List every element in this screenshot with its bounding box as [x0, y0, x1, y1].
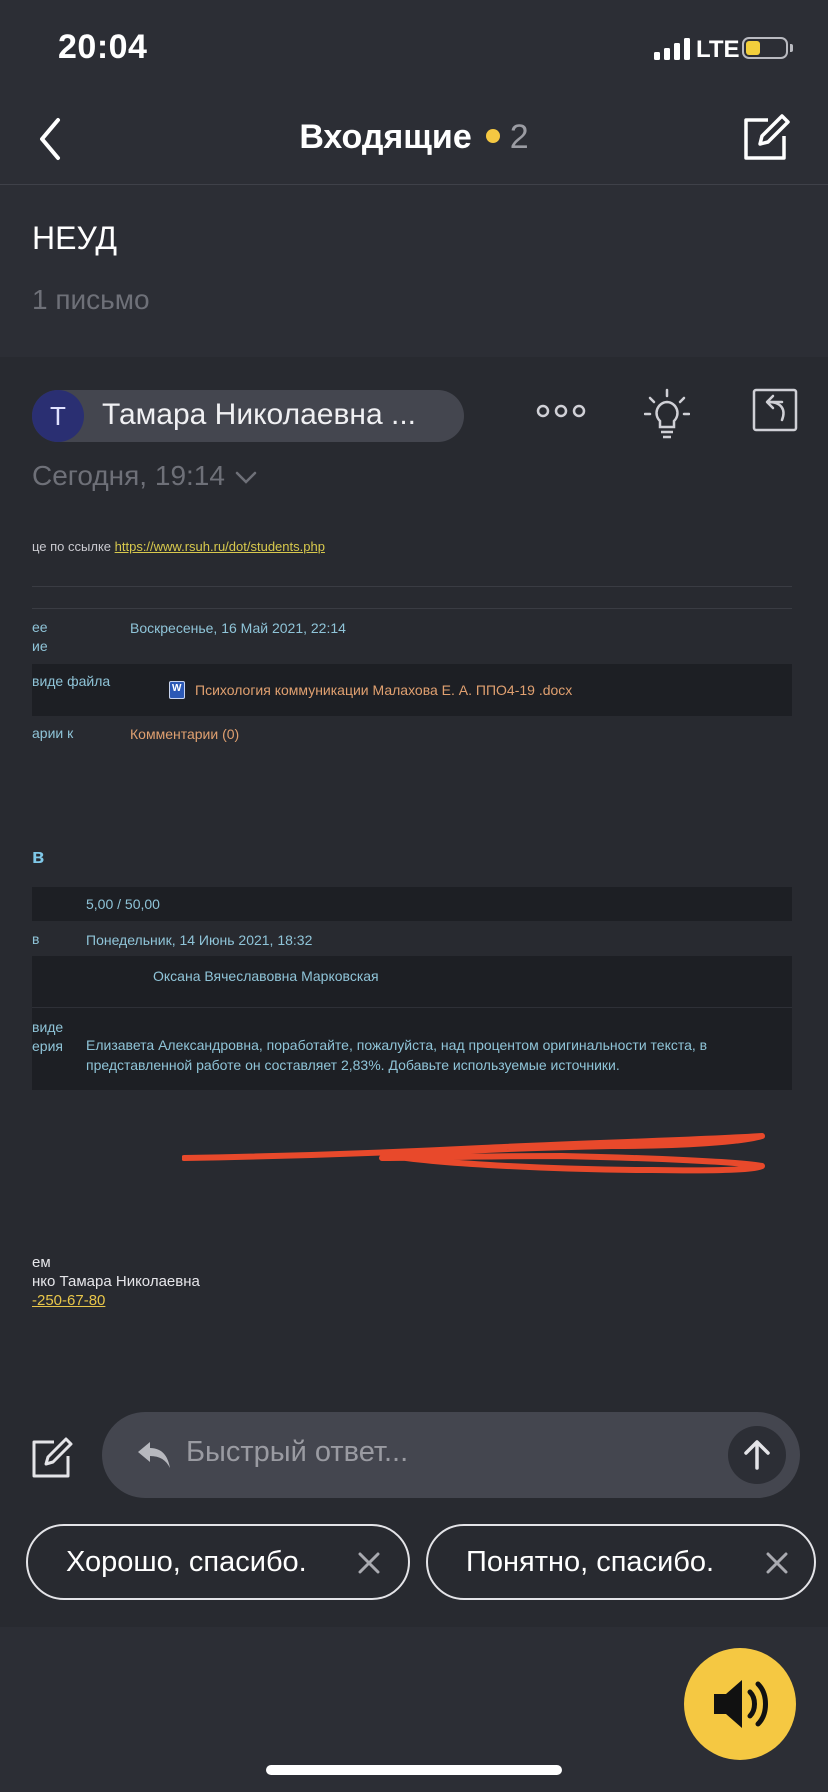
more-button[interactable]: [536, 396, 586, 426]
send-icon: [728, 1426, 786, 1484]
expand-reply-button[interactable]: [30, 1436, 74, 1480]
submitted-date: Воскресенье, 16 Май 2021, 22:14: [130, 620, 346, 636]
avatar: Т: [32, 390, 84, 442]
compose-icon: [30, 1436, 74, 1480]
nav-title: [0, 118, 828, 157]
reply-icon: [752, 386, 798, 434]
suggestion-text: Хорошо, спасибо.: [66, 1546, 307, 1578]
section-heading: в: [32, 846, 45, 868]
suggestion-chip[interactable]: [426, 1524, 816, 1600]
file-icon-letter: W: [172, 683, 182, 694]
suggestion-chip[interactable]: [26, 1524, 410, 1600]
unread-dot: [486, 129, 500, 143]
row-label-line: ие: [32, 638, 48, 654]
speaker-icon: [684, 1648, 796, 1760]
quick-reply-input[interactable]: [102, 1412, 800, 1498]
thread-subject: НЕУД: [32, 220, 118, 256]
read-aloud-button[interactable]: [684, 1648, 796, 1760]
send-button[interactable]: [728, 1426, 786, 1484]
unread-count: 2: [509, 118, 529, 156]
status-time: 20:04: [58, 28, 148, 66]
signature-phone-link[interactable]: -250-67-80: [32, 1292, 106, 1309]
close-icon[interactable]: [358, 1552, 380, 1574]
reply-button[interactable]: [752, 386, 798, 434]
row-label-line: виде: [32, 1019, 64, 1035]
battery-icon: [742, 37, 788, 59]
grader-name: Оксана Вячеславовна Марковская: [153, 968, 379, 984]
red-scribble-annotation: [182, 1108, 772, 1198]
comments-link[interactable]: Комментарии (0): [130, 726, 240, 742]
message-date[interactable]: [32, 460, 257, 492]
lightbulb-button[interactable]: [644, 388, 690, 442]
row-label: в: [32, 931, 40, 947]
mailbox-title: Входящие: [299, 118, 472, 156]
quick-reply-placeholder: Быстрый ответ...: [186, 1436, 409, 1468]
divider: [32, 1007, 792, 1008]
row-label: арии к: [32, 725, 74, 741]
compose-button[interactable]: [738, 112, 792, 166]
signature-name: нко Тамара Николаевна: [32, 1273, 200, 1290]
more-icon: [536, 396, 586, 426]
thread-header: [0, 185, 828, 357]
email-body: [32, 536, 792, 1316]
reply-arrow-icon: [136, 1436, 172, 1472]
row-label: [32, 618, 48, 656]
row-label: виде файла: [32, 673, 111, 689]
close-icon[interactable]: [766, 1552, 788, 1574]
compose-icon: [738, 112, 792, 166]
feedback-text: Елизавета Александровна, поработайте, пожалуйста, над процентом оригинальности текста, в представленной работе он составляет 2,83%. Добавьте используемые источники.: [86, 1037, 708, 1073]
link-prefix: це по ссылке: [32, 539, 115, 554]
sender-name: Тамара Николаевна ...: [102, 398, 416, 431]
word-file-icon: [169, 681, 185, 699]
suggestion-text: Понятно, спасибо.: [466, 1546, 715, 1578]
grade-value: 5,00 / 50,00: [86, 896, 160, 912]
message-date-text: Сегодня, 19:14: [32, 460, 225, 491]
network-type: LTE: [696, 36, 740, 63]
signal-icon: [654, 38, 690, 60]
signature-line: ем: [32, 1254, 51, 1271]
graded-date: Понедельник, 14 Июнь 2021, 18:32: [86, 932, 313, 948]
home-indicator: [266, 1765, 562, 1775]
row-label: [32, 1018, 63, 1056]
thread-message-count: 1 письмо: [32, 284, 150, 315]
link-line: [32, 539, 325, 554]
row-label-line: ерия: [32, 1038, 63, 1054]
row-label-line: ее: [32, 619, 48, 635]
attached-file-link[interactable]: Психология коммуникации Малахова Е. А. ППО4-19 .docx: [195, 682, 573, 698]
divider: [32, 586, 792, 587]
sender-chip[interactable]: [32, 390, 464, 442]
lightbulb-icon: [644, 388, 690, 442]
chevron-down-icon: [235, 471, 257, 485]
battery-tip: [790, 44, 793, 52]
students-link[interactable]: https://www.rsuh.ru/dot/students.php: [114, 539, 325, 554]
divider: [32, 608, 792, 609]
